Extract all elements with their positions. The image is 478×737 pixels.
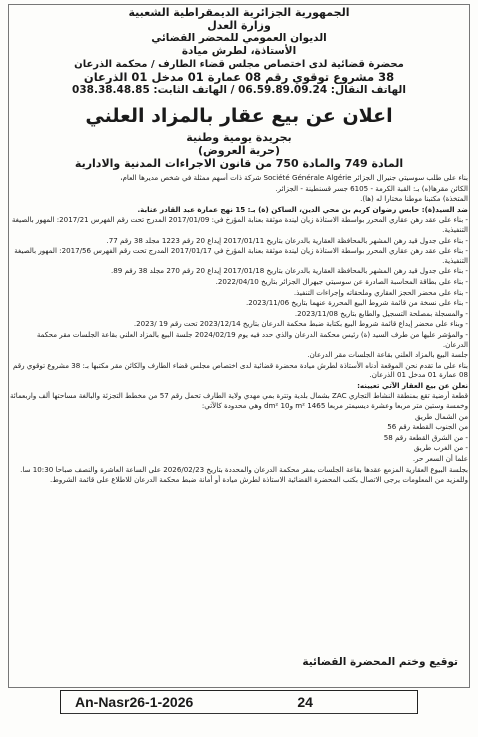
body-line: وللمزيد من المعلومات يرجى الاتصال بكتب المحضرة القضائية الاستاذة لطرش ميادة أو أمانة ضبط محكمة الدرعان للاطلاع على قائمة الشروط.: [50, 475, 468, 485]
body-line: علما أن السعر حر.: [412, 454, 468, 464]
phone-numbers: الهاتف النقال: 06.59.89.09.24 / الهاتف الثابت: 038.38.48.85: [72, 84, 406, 96]
office-address: 38 مشروع توقوي رقم 08 عمارة 01 مدخل 01 الذرعان: [83, 70, 395, 84]
jurisdiction: محضرة قضائية لدى اختصاص مجلس قضاء الطارف / محكمة الذرعان: [74, 59, 404, 70]
body-line: الكائن مقرها(ه) بـ: القبة الكرمة - 6105 جسر قسنطينة - الجزائر.: [275, 183, 468, 193]
body-line: قطعة أرضية تقع بمنطقة النشاط التجاري ZAC بشمال بلدية وتترة بمي مهدي ولاية الطارف تحمل رقم 57 من مخطط التجزئة والبالغة مساحتها ألف واربعمائة وخمسة وستين متر مربعا وعشرة ديسيمتر مربعا 1465 m² و10 dm² وهي محدودة كالآتي:: [10, 391, 468, 411]
legal-reference: المادة 749 والمادة 750 من قانون الاجراءات المدنية والادارية: [74, 157, 404, 170]
body-line: بناء على طلب سوسيتي جنيرال الجزائر Société Générale Algérie شركة ذات أسهم ممثلة في شخص مديرها العام،: [120, 173, 468, 182]
office-name: الديوان العمومي للمحضر القضائي: [151, 32, 327, 44]
bailiff-name: الأستاذة، لطرش ميادة: [181, 45, 297, 57]
body-line: - وبناء على محضر إيداع قائمة شروط البيع بكتابة ضبط محكمة الدرعان بتاريخ 2023/12/14 تحت رقم 19 /2023.: [133, 319, 468, 329]
body-line: - بناء على عقد رهن عقاري المحرر بواسطة الاستاذة زيان ليندة موثقة بعنابة المؤرخ في: 2017/01/09 المدرج تحت رقم الفهرس 2017/21: المهور بالصيغة التنفيذية.: [11, 215, 468, 234]
body-line: - بناء على بطاقة المحاسبة الصادرة عن سوسيتي جيهرال الجزائر بتاريخ 2022/04/10.: [215, 276, 468, 286]
announcement-body: [10, 173, 468, 485]
body-line: - من الشرق القطعة رقم 58: [383, 432, 468, 442]
page-number: 24: [297, 694, 313, 710]
body-line: - بناء على نسخة من قائمة شروط البيع المحررة عنهما بتاريخ 2023/11/06.: [245, 298, 468, 308]
header-block: [10, 6, 468, 97]
body-line: - والمؤشر عليها من طرف السيد (ة) رئيس محكمة الدرعان والذي حدد فيه يوم 2024/02/19 جلسة البيع بالمزاد العلني بقاعة الجلسات مقر محكمة الدرعان.: [36, 329, 468, 349]
body-line: نعلن عن بيع العقار الآتي تعيينه:: [357, 380, 468, 390]
body-line: بناء على ما تقدم نحن الموقعة أدناه الأستاذة لطرش ميادة محضرة قضائية لدى اختصاص مجلس قضاء الطارف والكائن مقر مكتبها بـ: 38 مشروع توقوي رقم 08 عمارة 01 مدخل 01 الذرعان.: [13, 360, 468, 380]
bidding-note: (حرية العروض): [197, 144, 281, 157]
body-line: - والمسجلة بمصلحة التسجيل والطابع بتاريخ 2023/11/08.: [294, 308, 468, 318]
footer-box: [60, 690, 418, 714]
signature-label: توقيع وختم المحضرة القضائية: [302, 656, 458, 668]
announcement-title: اعلان عن بيع عقار بالمزاد العلني: [85, 105, 393, 127]
body-line: المتخذة) مكتبنا موطنا مختارا له (ها).: [360, 194, 468, 204]
body-line: - بناء على محضر الحجز العقاري وملحقاته وإجراءات التنفيذ.: [293, 287, 468, 297]
publication-note: بجريدة يومية وطنية: [186, 131, 292, 144]
body-line: - بناء على جدول قيد رهن المشهر بالمحافظة العقارية بالدرعان بتاريخ 2017/01/18 إيداع 20 رقم 270 مجلد 38 رقم 89.: [111, 266, 468, 276]
body-line: من الشمال طريق: [414, 411, 468, 421]
body-line: بجلسة البيوع العقارية المزمع عقدها بقاعة الجلسات بمقر محكمة الدرعان والمحددة بتاريخ 2026/02/23 على الساعة العاشرة والنصف صباحا 10:30 سا.: [20, 464, 468, 474]
body-line: - بناء على عقد رهن عقاري المحرر بواسطة الاستاذة زيان ليندة موثقة بعنابة المؤرخ في 2017/01/17 المدرج تحت رقم الفهرس 2017/56: المهور بالصيغة التنفيذية.: [14, 246, 468, 265]
body-line: - من الغرب طريق: [413, 443, 468, 453]
body-line: ضد السيد(ة): حابس رضوان كريم بن محي الدين، الساكن (ة) بـ: 15 نهج عمارة عبد القادر عنابة.: [137, 204, 468, 214]
body-line: - بناء على جدول قيد رهن المشهر بالمحافظة العقارية بالدرعان بتاريخ 2017/01/11 إيداع 20 رقم 1223 مجلد 38 رقم 77.: [106, 235, 468, 245]
newspaper-reference: An-Nasr26-1-2026: [75, 694, 194, 710]
republic-name: الجمهورية الجزائرية الديمقراطية الشعبية: [128, 6, 350, 19]
body-line: من الجنوب القطعة رقم 56: [387, 422, 468, 432]
body-line: جلسة البيع بالمزاد العلني بقاعة الجلسات مقر الدرعان.: [307, 350, 468, 360]
footer-underline: [62, 713, 416, 714]
ministry-name: وزارة العدل: [207, 19, 271, 32]
